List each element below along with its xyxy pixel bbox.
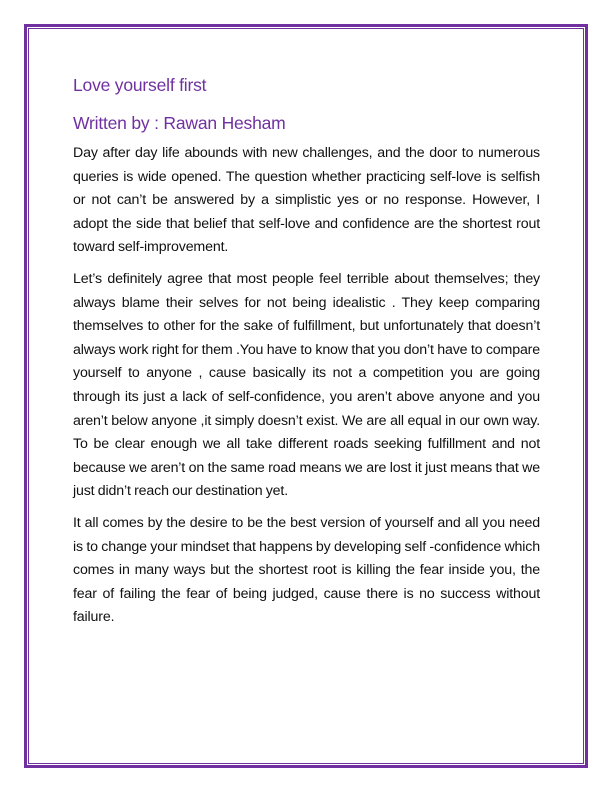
paragraph-3: It all comes by the desire to be the best version of yourself and all you need is to change your mindset that happens by developing self -confidence which comes in many ways but the shortest root is killing the fear inside you, the fear of failing the fear of being judged, cause there is no success without failure. — [73, 514, 540, 626]
paragraph-2: Let’s definitely agree that most people feel terrible about themselves; they always blame their selves for not being idealistic . They keep comparing themselves to other for the sake of fulfillment, but unfortunately that doesn’t always work right for them .You have to know that you don’t have to compare yourself to anyone , cause basically its not a competition you are going through its just a lack of self-confidence, you aren’t above anyone and you aren’t below anyone ,it simply doesn’t exist. We are all equal in our own way. To be clear enough we all take different roads seeking fulfillment and not because we aren’t on the same road means we are lost it just means that we just didn’t reach our destination yet. — [73, 270, 540, 500]
paragraph-1: Day after day life abounds with new challenges, and the door to numerous queries is wide opened. The question whether practicing self-love is selfish or not can’t be answered by a simplistic yes or no response. However, I adopt the side that belief that self-love and confidence are the shortest rout toward self-improvement. — [73, 145, 540, 256]
document-title: Love yourself first — [73, 75, 207, 95]
document-content — [73, 73, 540, 638]
author-byline: Written by : Rawan Hesham — [73, 113, 286, 133]
